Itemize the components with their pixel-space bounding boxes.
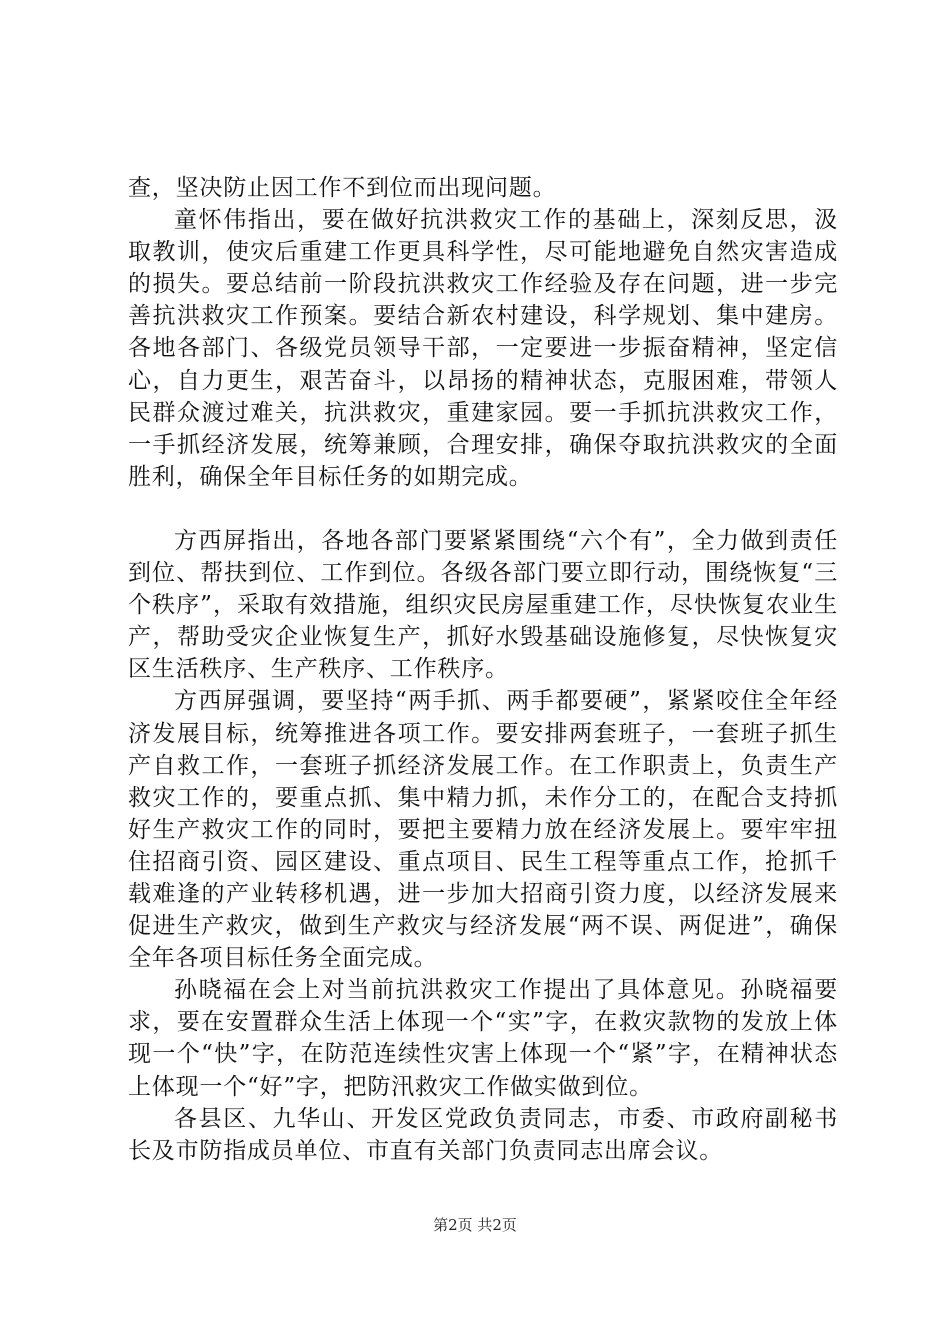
paragraph-fang-xiping-points: 方西屏指出，各地各部门要紧紧围绕“六个有”，全力做到责任到位、帮扶到位、工作到位。各级各部门要立即行动，围绕恢复“三个秩序”，采取有效措施，组织灾民房屋重建工作，尽快恢复农业生产，帮助受灾企业恢复生产，抓好水毁基础设施修复，尽快恢复灾区生活秩序、生产秩序、工作秩序。 <box>128 527 838 683</box>
paragraph-sun-xiaofu: 孙晓福在会上对当前抗洪救灾工作提出了具体意见。孙晓福要求，要在安置群众生活上体现一个“实”字，在救灾款物的发放上体现一个“快”字，在防范连续性灾害上体现一个“紧”字，在精神状态上体现一个“好”字，把防汛救灾工作做实做到位。 <box>128 977 838 1100</box>
page-number-footer: 第2页 共2页 <box>433 1216 517 1234</box>
paragraph-continuation: 查，坚决防止因工作不到位而出现问题。 <box>128 175 557 201</box>
document-body <box>128 172 838 1167</box>
paragraph-tong-huaiwei: 童怀伟指出，要在做好抗洪救灾工作的基础上，深刻反思，汲取教训，使灾后重建工作更具科学性，尽可能地避免自然灾害造成的损失。要总结前一阶段抗洪救灾工作经验及存在问题，进一步完善抗洪救灾工作预案。要结合新农村建设，科学规划、集中建房。各地各部门、各级党员领导干部，一定要进一步振奋精神，坚定信心，自力更生，艰苦奋斗，以昂扬的精神状态，克服困难，带领人民群众渡过难关，抗洪救灾，重建家园。要一手抓抗洪救灾工作，一手抓经济发展，统筹兼顾，合理安排，确保夺取抗洪救灾的全面胜利，确保全年目标任务的如期完成。 <box>128 207 838 490</box>
paragraph-attendees: 各县区、九华山、开发区党政负责同志，市委、市政府副秘书长及市防指成员单位、市直有关部门负责同志出席会议。 <box>128 1105 838 1164</box>
paragraph-fang-xiping-stress: 方西屏强调，要坚持“两手抓、两手都要硬”，紧紧咬住全年经济发展目标，统筹推进各项工作。要安排两套班子，一套班子抓生产自救工作，一套班子抓经济发展工作。在工作职责上，负责生产救灾工作的，要重点抓、集中精力抓，未作分工的，在配合支持抓好生产救灾工作的同时，要把主要精力放在经济发展上。要牢牢扭住招商引资、园区建设、重点项目、民生工程等重点工作，抢抓千载难逢的产业转移机遇，进一步加大招商引资力度，以经济发展来促进生产救灾，做到生产救灾与经济发展“两不误、两促进”，确保全年各项目标任务全面完成。 <box>128 688 838 972</box>
